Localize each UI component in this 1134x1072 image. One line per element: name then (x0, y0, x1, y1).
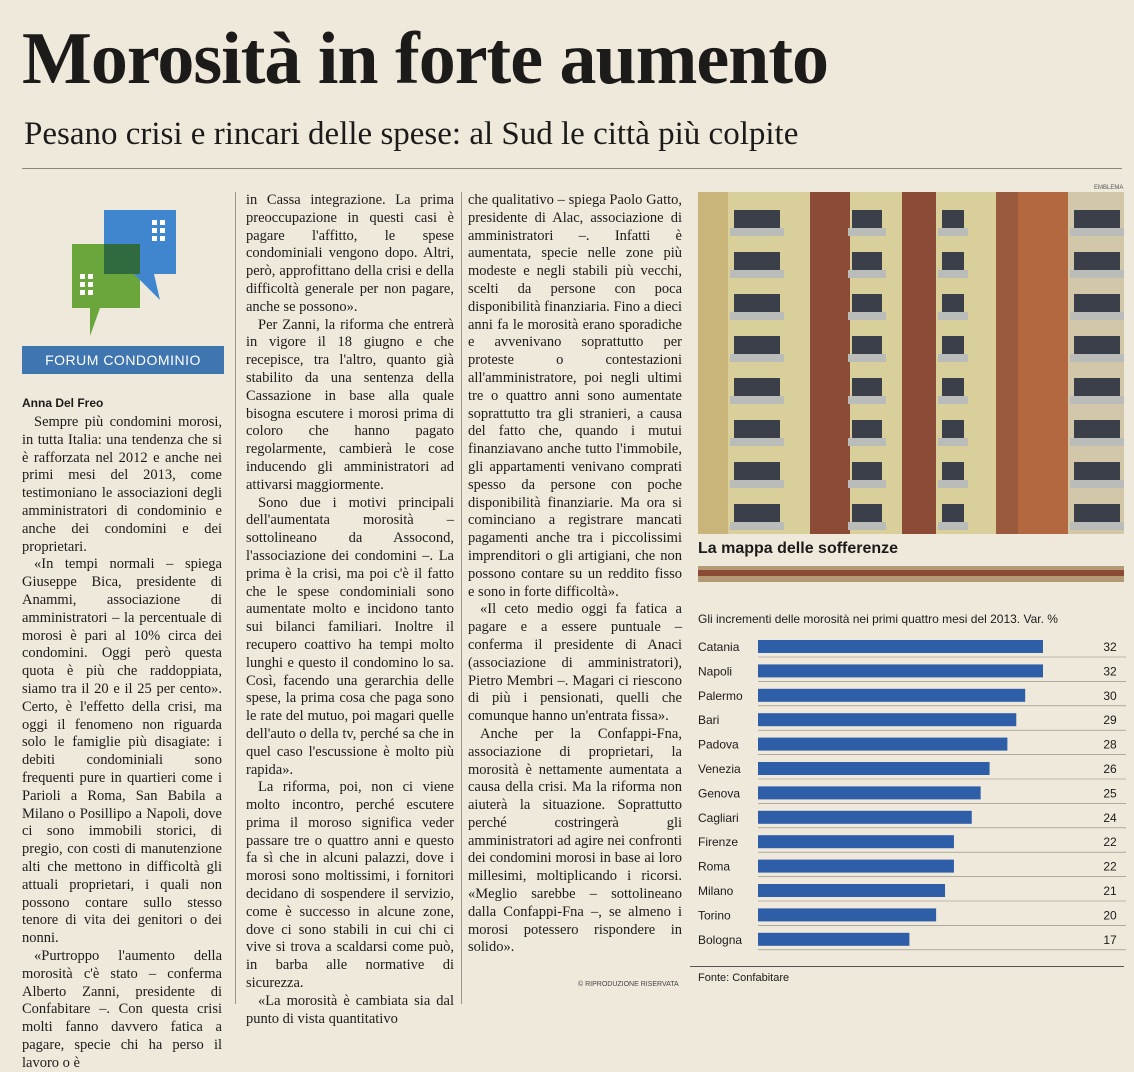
value-label: 26 (1103, 762, 1117, 776)
value-label: 29 (1103, 713, 1117, 728)
bar (758, 689, 1025, 702)
value-label: 32 (1103, 664, 1117, 679)
paragraph: in Cassa integrazione. La prima preoccupazione in questi casi è pagare l'affitto, le spese condominiali vengono dopo. Altri, però, approfittano della crisi e della difficoltà generale per non pagare, anche se possono». (246, 192, 454, 315)
paragraph: «Purtroppo l'aumento della morosità c'è stato – conferma Alberto Zanni, presidente di Confabitare –. Con questa crisi molti fanno davvero fatica a pagare, specie chi ha perso il lavoro o è (22, 947, 222, 1071)
article-column-1 (22, 414, 222, 1071)
bar (758, 640, 1043, 653)
category-label: Firenze (698, 835, 739, 850)
value-label: 22 (1103, 859, 1117, 874)
value-label: 25 (1103, 786, 1117, 801)
article-column-2 (246, 192, 454, 1027)
category-label: Venezia (698, 762, 741, 776)
paragraph: «La morosità è cambiata sia dal punto di vista quantitativo (246, 992, 454, 1027)
headline: Morosità in forte aumento (22, 18, 828, 100)
article-column-3 (468, 192, 682, 982)
copyright-notice: © RIPRODUZIONE RISERVATA (578, 981, 679, 988)
value-label: 17 (1103, 932, 1117, 947)
category-label: Torino (698, 908, 731, 923)
paragraph: Per Zanni, la riforma che entrerà in vigore il 18 giugno e che recepisce, tra l'altro, quanto già stabilito da una sentenza della Cassazione in base alla quale bisogna escutere i morosi prima di coloro che hanno pagato regolarmente, cambierà le cose inducendo gli amministratori ad attivarsi maggiormente. (246, 316, 454, 493)
value-label: 30 (1103, 688, 1117, 703)
value-label: 22 (1103, 835, 1117, 850)
author-byline: Anna Del Freo (22, 396, 104, 410)
bar (758, 762, 990, 775)
column-divider (461, 192, 462, 1004)
paragraph: che qualitativo – spiega Paolo Gatto, presidente di Alac, associazione di amministratori –. Infatti è aumentata, specie nelle zone più modeste e negli stabili più vecchi, scelti da persone con poca disponibilità finanziaria. Fino a dieci anni fa le morosità erano sporadiche e avvenivano soprattutto per proteste o contestazioni all'amministratore, poi negli ultimi tre o quattro anni sono aumentate soprattutto tra gli stranieri, a causa del fatto che, quando i mutui finanziavano anche tutto l'immobile, gli appartamenti venivano comprati spesso da persone con poche disponibilità finanziarie. Ma ora si cominciano a registrare mancati pagamenti anche tra i piccolissimi imprenditori o gli artigiani, che non possono contare su un reddito fisso e sono in forte difficoltà». (468, 192, 682, 600)
paragraph: Anche per la Confappi-Fna, associazione di proprietari, la morosità è nettamente aumentata a causa della crisi. Ma la riforma non aiuterà la situazione. Soprattutto perché costringerà gli amministratori ad agire nei confronti dei condomini morosi in base ai loro millesimi, moltiplicando i ricorsi. «Meglio sarebbe – sottolineano dalla Confappi-Fna –, se almeno i morosi potessero rispondere in solido». (468, 725, 682, 956)
bar (758, 786, 981, 799)
category-label: Catania (698, 640, 740, 654)
header-rule (22, 168, 1122, 169)
bar (758, 884, 945, 897)
category-label: Palermo (698, 688, 743, 703)
paragraph: «In tempi normali – spiega Giuseppe Bica, presidente di Anammi, associazione di amministratori – la percentuale di morosi è pari al 10% circa dei condomini. Oggi però questa quota è più che raddoppiata, siamo tra il 20 e il 25 per cento». Certo, è l'effetto della crisi, ma oggi il fenomeno non riguarda solo le famiglie più disagiate: i debiti condominiali sono frequenti pure in quartieri come i Parioli a Roma, San Babila a Milano o Posillipo a Napoli, dove ci sono immobili storici, di pregio, con costi di manutenzione alti che mettono in difficoltà gli attuali proprietari, i quali non possono contare sullo stesso tenore di vita dei genitori o dei nonni. (22, 556, 222, 947)
category-label: Padova (698, 737, 739, 752)
chart-caption: Gli incrementi delle morosità nei primi quattro mesi del 2013. Var. % (698, 612, 1058, 626)
paragraph: «Il ceto medio oggi fa fatica a pagare e a essere puntuale – conferma il presidente di Anaci (associazione di amministratori), Pietro Membri –. Magari ci riescono di più i pensionati, quelli che comunque hanno un'entrata fissa». (468, 601, 682, 725)
forum-condominio-logo (62, 198, 194, 340)
value-label: 28 (1103, 737, 1117, 752)
bar (758, 713, 1016, 726)
map-title: La mappa delle sofferenze (698, 540, 899, 557)
bar (758, 664, 1043, 677)
apartment-building-photo (698, 192, 1124, 534)
value-label: 20 (1103, 908, 1117, 923)
subheadline: Pesano crisi e rincari delle spese: al Sud le città più colpite (24, 116, 799, 152)
bar (758, 811, 972, 824)
bar (758, 933, 909, 946)
category-label: Bologna (698, 932, 743, 947)
paragraph: Sono due i motivi principali dell'aumentata morosità – sottolineano da Assocond, l'associazione dei condomini –. La prima è la crisi, ma poi c'è il fatto che le spese condominiali sono aumentate molto e incidono tanto sui bilanci familiari. Inoltre il recupero coattivo ha tempi molto lunghi e questo il condomino lo sa. Così, facendo una gerarchia delle spese, la prima cosa che paga sono le rate del mutuo, poi magari quelle dell'auto o della tv, perché sa che in quel caso l'escussione è molto più rapida». (246, 494, 454, 778)
chart-source: Fonte: Confabitare (698, 972, 790, 984)
value-label: 32 (1103, 640, 1117, 654)
value-label: 24 (1103, 810, 1117, 825)
column-divider (235, 192, 236, 1004)
value-label: 21 (1103, 884, 1117, 898)
bar (758, 860, 954, 873)
paragraph: La riforma, poi, non ci viene molto incontro, perché escutere prima il moroso significa veder passare tre o quattro anni e questo fa sì che in alcuni palazzi, dove i morosi sono moltissimi, i fornitori decidano di sospendere il servizio, come è successo in alcune zone, dove ci sono stabili in cui chi ci vive si trova a scaldarsi come può, in barba alle normative di sicurezza. (246, 779, 454, 992)
category-label: Roma (698, 859, 731, 874)
chart-bottom-rule (690, 966, 1124, 967)
bar (758, 908, 936, 921)
category-label: Napoli (698, 664, 733, 679)
building-photo-strip (698, 566, 1124, 582)
forum-condominio-badge: FORUM CONDOMINIO (22, 346, 224, 374)
category-label: Genova (698, 786, 741, 801)
paragraph: Sempre più condomini morosi, in tutta Italia: una tendenza che si è rafforzata nel 2012 e anche nei primi mesi del 2013, come testimoniano le associazioni degli amministratori di condominio e anche dei condomini e dei proprietari. (22, 414, 222, 555)
bar (758, 835, 954, 848)
category-label: Milano (698, 884, 734, 898)
category-label: Cagliari (698, 810, 739, 825)
photo-credit: EMBLEMA (1094, 185, 1124, 191)
category-label: Bari (698, 713, 720, 728)
bar-chart (690, 632, 1130, 962)
bar (758, 738, 1007, 751)
